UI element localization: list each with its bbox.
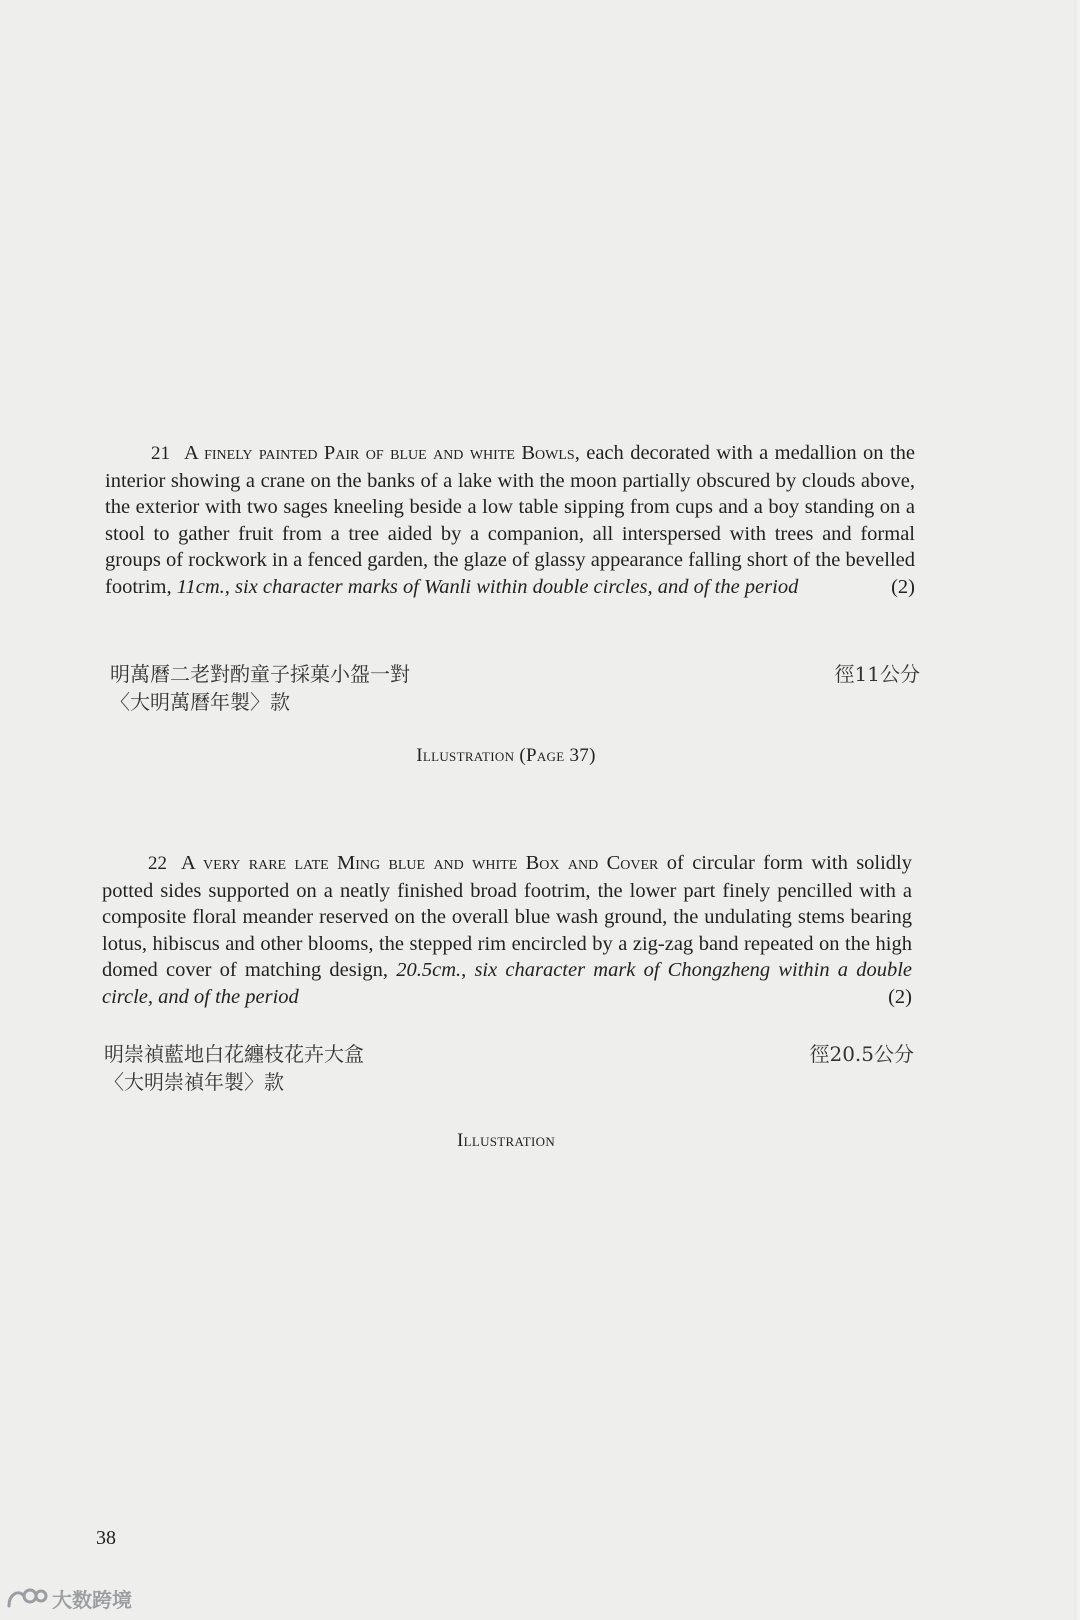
lot-22-description: 22 A very rare late Ming blue and white Box and Cover of circular form with solidly potted sides supported on a neatly finished broad footrim, the lower part finely pencilled with a composite floral meander reserved on the overall blue wash ground, the undulating stems bearing lotus, hibiscus and other blooms, the stepped rim encircled by a zig-zag band repeated on the high domed cover of matching design, 20.5cm., six character mark of Chongzheng within a double circle, and of the period (2) — [102, 850, 912, 1010]
illustration-reference: Illustration — [456, 1130, 556, 1151]
lot-size: 20.5cm. — [396, 959, 462, 981]
chinese-title: 明萬曆二老對酌童子採菓小盌一對 — [110, 662, 410, 686]
lot-body: , each decorated with a medallion on the interior showing a crane on the banks of a lake with the moon partially obscured by clouds above, the exterior with two sages kneeling beside a low table sipping from cups and a boy standing on a stool to gather fruit from a tree aided by a companion, all interspersed with trees and formal groups of rockwork in a fenced garden, the glaze of glassy appearance falling short of the bevelled footrim, — [105, 442, 915, 598]
chinese-dimension: 徑11公分 — [834, 662, 920, 686]
lot-21-description: 21 A finely painted Pair of blue and white Bowls, each decorated with a medallion on the interior showing a crane on the banks of a lake with the moon partially obscured by clouds above, the exterior with two sages kneeling beside a low table sipping from cups and a boy standing on a stool to gather fruit from a tree aided by a companion, all interspersed with trees and formal groups of rockwork in a fenced garden, the glaze of glassy appearance falling short of the bevelled footrim, 11cm., six character marks of Wanli within double circles, and of the period (2) — [105, 440, 915, 600]
lot-marks: six character mark of Chongzheng within a double circle, and of the period — [102, 959, 913, 1008]
watermark-logo-icon — [6, 1586, 48, 1612]
lot-body: of circular form with solidly potted sides supported on a neatly finished broad footrim, the lower part finely pencilled with a composite floral meander reserved on the overall blue wash ground, the undulating stems bearing lotus, hibiscus and other blooms, the stepped rim encircled by a zig-zag band repeated on the high domed cover of matching design, — [102, 852, 913, 981]
page-edge — [1074, 0, 1080, 1620]
watermark — [6, 1584, 132, 1613]
lot-21-chinese — [110, 660, 920, 716]
lot-quantity: (2) — [891, 575, 915, 598]
lot-heading: A very rare late Ming blue and white Box and Cover — [181, 852, 659, 874]
lot-number: 21 — [151, 443, 170, 464]
chinese-mark: 〈大明萬曆年製〉款 — [110, 690, 290, 714]
lot-number: 22 — [148, 853, 167, 874]
watermark-text: 大数跨境 — [52, 1588, 132, 1612]
lot-size: 11cm. — [176, 575, 225, 598]
page-number: 38 — [96, 1527, 116, 1549]
lot-heading: A finely painted Pair of blue and white Bowls — [184, 442, 575, 464]
chinese-mark: 〈大明崇禎年製〉款 — [104, 1070, 284, 1094]
chinese-title: 明崇禎藍地白花纏枝花卉大盒 — [104, 1042, 364, 1066]
chinese-dimension: 徑20.5公分 — [809, 1042, 914, 1066]
lot-quantity: (2) — [888, 985, 912, 1008]
lot-marks: six character marks of Wanli within double circles, and of the period — [235, 575, 799, 598]
illustration-reference: Illustration (Page 37) — [416, 745, 596, 766]
lot-22-chinese — [104, 1040, 914, 1096]
